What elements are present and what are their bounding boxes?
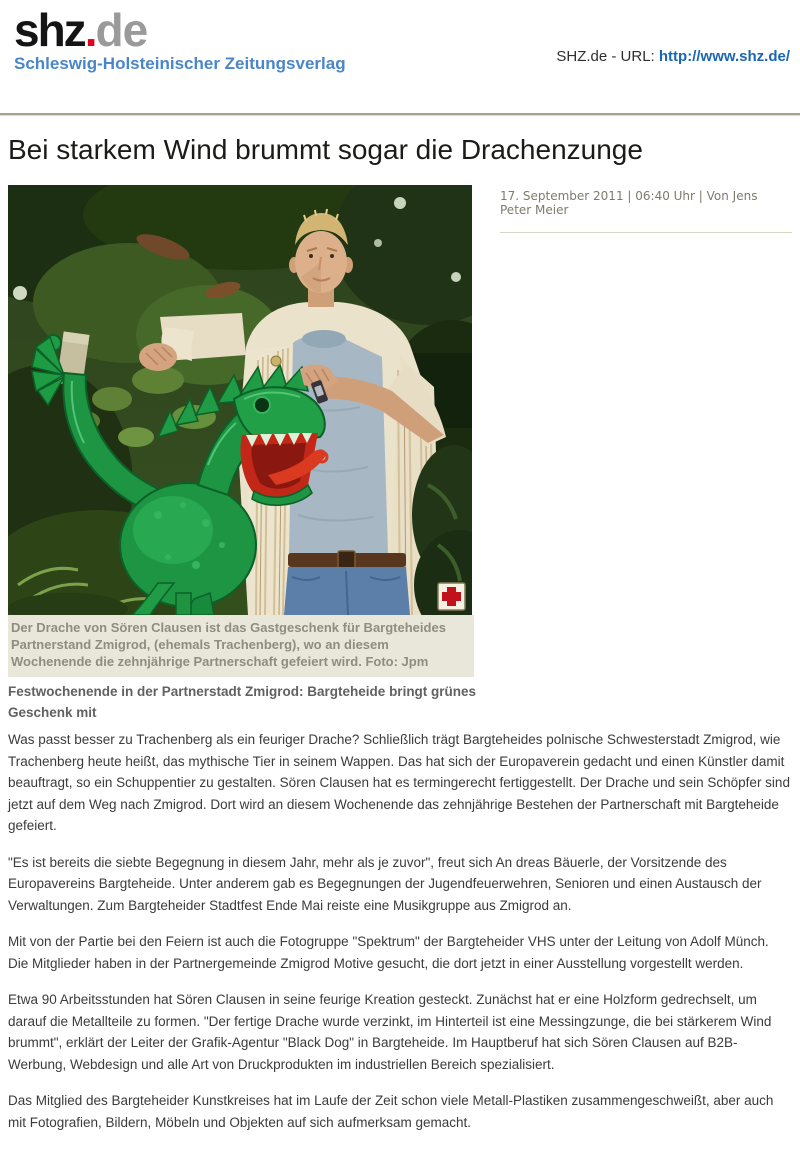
article-meta [500,189,792,233]
shz-logo [14,6,346,74]
paragraph: Mit von der Partie bei den Feiern ist auch die Fotogruppe "Spektrum" der Bargteheider VHS unter der Leitung von Adolf Münch. Die Mitglieder haben in der Partnergemeinde Zmigrod Motive gesucht, die dort jetzt in einer Ausstellung vorgestellt werden. [8,934,769,971]
source-url-line [556,48,790,65]
byline-divider [500,232,792,233]
article-body [8,729,790,1148]
article-subheading: Festwochenende in der Partnerstadt Zmigrod: Bargteheide bringt grünes Geschenk mit [8,684,477,720]
paragraph: Was passt besser zu Trachenberg als ein feuriger Drache? Schließlich trägt Bargteheides polnische Schwesterstadt Zmigrod, wie Trachenberg heute heißt, das mythische Tier in seinem Wappen. Das hat sich der Europaverein gedacht und einen Künstler damit beauftragt, so ein Schuppentier zu gestalten. Sören Clausen hat es termingerecht fertiggestellt. Der Drache und sein Schöpfer sind jetzt auf dem Weg nach Zmigrod. Dort wird an diesem Wochenende das zehnjährige Bestehen der Partnerschaft mit Bargteheide gefeiert. [8,732,790,833]
header-divider-shadow [0,115,800,116]
source-url-label: SHZ.de - URL: [556,48,659,65]
logo-text-shz: shz [14,4,85,56]
red-cross-icon [438,583,465,610]
photo-caption: Der Drache von Sören Clausen ist das Gastgeschenk für Bargteheides Partnerstand Zmigrod, (ehemals Trachenberg), wo an diesem Wochenende die zehnjährige Partnerschaft gefeiert wird. Foto: Jpm [8,615,474,677]
logo-text-de: de [95,4,148,56]
publisher-tagline: Schleswig-Holsteinischer Zeitungsverlag [14,54,346,73]
article-photo [8,185,472,615]
logo-red-dot: . [84,4,96,56]
source-url-link[interactable]: http://www.shz.de/ [658,48,790,65]
paragraph: Etwa 90 Arbeitsstunden hat Sören Clausen in seine feurige Kreation gesteckt. Zunächst hat er eine Holzform gedrechselt, um darauf die Metallteile zu formen. "Der fertige Drache wurde verzinkt, im Hinterteil ist eine Messingzunge, die bei stärkerem Wind brummt", erklärt der Leiter der Grafik-Agentur "Black Dog" in Bargteheide. Im Hauptberuf hat sich Sören Clausen auf B2B-Werbung, Webdesign und alle Art von Druckprodukten im industriellen Bereich spezialisiert. [8,992,772,1072]
article-title: Bei starkem Wind brummt sogar die Drachenzunge [8,134,643,165]
paragraph: "Es ist bereits die siebte Begegnung in diesem Jahr, mehr als je zuvor", freut sich An dreas Bäuerle, der Vorsitzende des Europavereins Bargteheide. Unter anderem gab es Begegnungen der Jugendfeuerwehren, Senioren und einen Austausch der Verwaltungen. Zum Bargteheider Stadtfest Ende Mai reiste eine Musikgruppe aus Zmigrod an. [8,854,762,913]
article-byline: 17. September 2011 | 06:40 Uhr | Von Jens Peter Meier [500,189,758,217]
paragraph: Das Mitglied des Bargteheider Kunstkreises hat im Laufe der Zeit schon viele Metall-Plastiken zusammengeschweißt, aber auch mit Fotografien, Bildern, Möbeln und Objekten auf sich aufmerksam gemacht. [8,1093,774,1130]
